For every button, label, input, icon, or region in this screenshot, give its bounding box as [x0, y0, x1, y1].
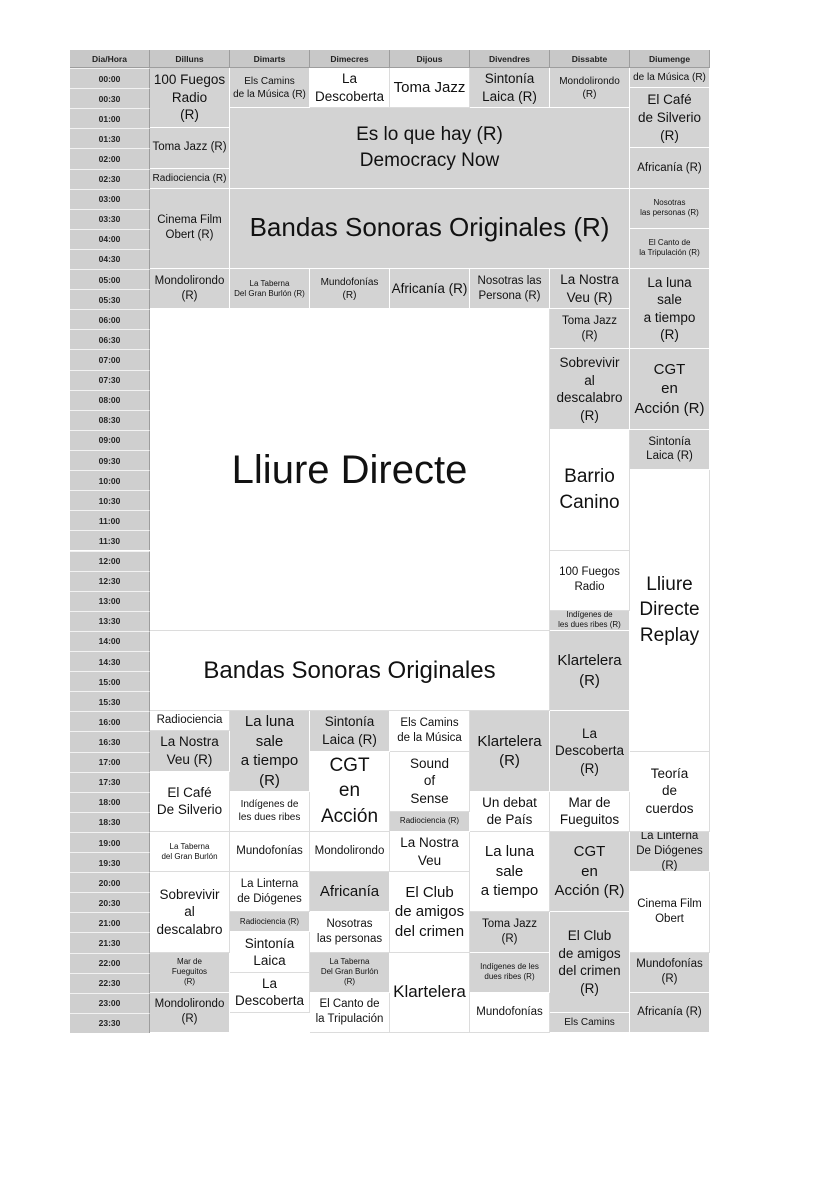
- program-block-cgt-en-accion-r: CGT en Acción (R): [630, 349, 710, 429]
- time-label: 20:00: [70, 872, 150, 892]
- time-label: 14:30: [70, 651, 150, 671]
- program-block-bandas-sonoras-originales-r: Bandas Sonoras Originales (R): [230, 189, 630, 269]
- time-label: 20:30: [70, 892, 150, 912]
- time-label: 04:00: [70, 229, 150, 249]
- program-block-la-luna-sale-a-tiempo-r: La luna sale a tiempo (R): [630, 269, 710, 349]
- time-label: 06:30: [70, 329, 150, 349]
- time-label: 05:00: [70, 269, 150, 289]
- program-block-nosotras-las-persona-r: Nosotras las Persona (R): [470, 269, 550, 309]
- program-block-la-nostra-veu-r: La Nostra Veu (R): [150, 731, 230, 771]
- time-label: 03:30: [70, 209, 150, 229]
- time-label: 18:00: [70, 792, 150, 812]
- program-block-mondolirondo-r: Mondolirondo (R): [550, 68, 630, 108]
- program-block-el-canto-de-la-tripulacion: El Canto de la Tripulación: [310, 993, 390, 1033]
- program-block-cgt-en-accion-r: CGT en Acción (R): [550, 832, 630, 912]
- program-block-klartelera: Klartelera: [390, 953, 470, 1033]
- program-block-un-debat-de-pais: Un debat de País: [470, 792, 550, 832]
- program-block-la-linterna-de-diogenes: La Linterna de Diógenes: [230, 872, 310, 912]
- program-block-el-cafe-de-silverio: El Café De Silverio: [150, 772, 230, 832]
- time-label: 10:30: [70, 490, 150, 510]
- program-block-toma-jazz: Toma Jazz: [390, 68, 470, 108]
- header-day-dimecres: Dimecres: [310, 50, 390, 68]
- time-label: 18:30: [70, 812, 150, 832]
- time-label: 00:30: [70, 88, 150, 108]
- time-label: 12:00: [70, 551, 150, 571]
- program-block-sobrevivir-al-descalabro-r: Sobrevivir al descalabro (R): [550, 349, 630, 429]
- program-block-radiociencia: Radiociencia: [150, 711, 230, 731]
- program-block-el-canto-de-la-tripulacion-r: El Canto de la Tripulación (R): [630, 229, 710, 269]
- time-label: 22:00: [70, 953, 150, 973]
- time-label: 21:00: [70, 912, 150, 932]
- time-label: 07:30: [70, 370, 150, 390]
- header-day-dimarts: Dimarts: [230, 50, 310, 68]
- time-label: 14:00: [70, 631, 150, 651]
- time-label: 02:30: [70, 169, 150, 189]
- program-block-radiociencia-r: Radiociencia (R): [230, 912, 310, 932]
- program-block-sobrevivir-al-descalabro: Sobrevivir al descalabro: [150, 872, 230, 952]
- program-block-lliure-directe: Lliure Directe: [150, 309, 550, 631]
- program-block-indigenes-de-les-dues-ribes: Indígenes de les dues ribes: [230, 792, 310, 832]
- program-block-bandas-sonoras-originales: Bandas Sonoras Originales: [150, 631, 550, 711]
- program-block-la-descoberta-r: La Descoberta (R): [550, 711, 630, 791]
- time-label: 16:00: [70, 711, 150, 731]
- program-block-cinema-film-obert: Cinema Film Obert: [630, 872, 710, 952]
- time-label: 22:30: [70, 973, 150, 993]
- program-block-mundofonias: Mundofonías: [470, 993, 550, 1033]
- time-label: 01:30: [70, 128, 150, 148]
- program-block-100-fuegos-radio-r: 100 Fuegos Radio (R): [150, 68, 230, 128]
- program-block-el-club-de-amigos-del-crimen-r: El Club de amigos del crimen (R): [550, 912, 630, 1013]
- program-block-toma-jazz-r: Toma Jazz (R): [150, 128, 230, 168]
- program-block-klartelera-r: Klartelera (R): [550, 631, 630, 711]
- program-block-la-descoberta: La Descoberta: [310, 68, 390, 108]
- program-block-la-descoberta: La Descoberta: [230, 973, 310, 1013]
- time-label: 15:00: [70, 671, 150, 691]
- time-label: 12:30: [70, 571, 150, 591]
- time-label: 17:30: [70, 772, 150, 792]
- header-day-dilluns: Dilluns: [150, 50, 230, 68]
- program-block-klartelera-r: Klartelera (R): [470, 711, 550, 791]
- program-block-mundofonias: Mundofonías: [230, 832, 310, 872]
- time-label: 13:30: [70, 611, 150, 631]
- program-block-mar-de-fueguitos-r: Mar de Fueguitos (R): [150, 953, 230, 993]
- program-block-cgt-en-accion: CGT en Acción: [310, 752, 390, 832]
- program-block-africania-r: Africanía (R): [390, 269, 470, 309]
- program-block-la-luna-sale-a-tiempo-r: La luna sale a tiempo (R): [230, 711, 310, 791]
- program-block-toma-jazz-r: Toma Jazz (R): [550, 309, 630, 349]
- program-block-indigenes-de-les-dues-ribes-r: Indígenes de les dues ribes (R): [470, 953, 550, 993]
- program-block-africania: Africanía: [310, 872, 390, 912]
- time-label: 09:30: [70, 450, 150, 470]
- time-label: 23:30: [70, 1013, 150, 1033]
- time-label: 08:30: [70, 410, 150, 430]
- header-day-diumenge: Diumenge: [630, 50, 710, 68]
- time-label: 15:30: [70, 691, 150, 711]
- time-label: 11:00: [70, 510, 150, 530]
- program-block-la-taberna-del-gran-burlon-r: La Taberna Del Gran Burlón (R): [310, 953, 390, 993]
- program-block-barrio-canino: Barrio Canino: [550, 430, 630, 551]
- header-day-divendres: Divendres: [470, 50, 550, 68]
- program-block-el-club-de-amigos-del-crimen: El Club de amigos del crimen: [390, 872, 470, 952]
- time-label: 01:00: [70, 108, 150, 128]
- program-block-mondolirondo: Mondolirondo: [310, 832, 390, 872]
- time-label: 06:00: [70, 309, 150, 329]
- time-label: 23:00: [70, 993, 150, 1013]
- program-block-mundofonias-r: Mundofonías (R): [630, 953, 710, 993]
- time-label: 04:30: [70, 249, 150, 269]
- program-block-els-camins-de-la-musica: Els Camins de la Música: [390, 711, 470, 751]
- time-label: 00:00: [70, 68, 150, 88]
- program-block-teoria-de-cuerdos: Teoría de cuerdos: [630, 752, 710, 832]
- program-block-el-cafe-de-silverio-r: El Café de Silverio (R): [630, 88, 710, 148]
- program-block-sound-of-sense: Sound of Sense: [390, 752, 470, 812]
- program-block-mundofonias-r: Mundofonías (R): [310, 269, 390, 309]
- program-block-els-camins: Els Camins: [550, 1013, 630, 1033]
- program-block-radiociencia-r: Radiociencia (R): [150, 169, 230, 189]
- program-block-de-la-musica-r: de la Música (R): [630, 68, 710, 88]
- time-label: 09:00: [70, 430, 150, 450]
- schedule-grid: [70, 50, 710, 1033]
- program-block-indigenes-de-les-dues-ribes-r: Indígenes de les dues ribes (R): [550, 611, 630, 631]
- program-block-cinema-film-obert-r: Cinema Film Obert (R): [150, 189, 230, 269]
- time-label: 17:00: [70, 752, 150, 772]
- header-day-dissabte: Dissabte: [550, 50, 630, 68]
- time-label: 10:00: [70, 470, 150, 490]
- program-block-la-taberna-del-gran-burlon-r: La Taberna Del Gran Burlón (R): [230, 269, 310, 309]
- program-block-sintonia-laica-r: Sintonía Laica (R): [470, 68, 550, 108]
- program-block-la-nostra-veu-r: La Nostra Veu (R): [550, 269, 630, 309]
- program-block-mondolirondo-r: Mondolirondo (R): [150, 993, 230, 1033]
- time-label: 08:00: [70, 390, 150, 410]
- time-label: 11:30: [70, 530, 150, 550]
- program-block-sintonia-laica: Sintonía Laica: [230, 932, 310, 972]
- program-block-africania-r: Africanía (R): [630, 148, 710, 188]
- time-label: 19:30: [70, 852, 150, 872]
- program-block-toma-jazz-r: Toma Jazz (R): [470, 912, 550, 952]
- time-label: 13:00: [70, 591, 150, 611]
- program-block-africania-r: Africanía (R): [630, 993, 710, 1033]
- header-day-dijous: Dijous: [390, 50, 470, 68]
- program-block-es-lo-que-hay-r-democracy-now: Es lo que hay (R) Democracy Now: [230, 108, 630, 188]
- program-block-lliure-directe-replay: Lliure Directe Replay: [630, 470, 710, 751]
- time-label: 07:00: [70, 349, 150, 369]
- time-label: 16:30: [70, 731, 150, 751]
- program-block-sintonia-laica-r: Sintonía Laica (R): [310, 711, 390, 751]
- time-label: 19:00: [70, 832, 150, 852]
- program-block-mar-de-fueguitos: Mar de Fueguitos: [550, 792, 630, 832]
- program-block-la-linterna-de-diogenes-r: La Linterna De Diógenes (R): [630, 832, 710, 872]
- program-block-els-camins-de-la-musica-r: Els Camins de la Música (R): [230, 68, 310, 108]
- program-block-100-fuegos-radio: 100 Fuegos Radio: [550, 551, 630, 611]
- time-label: 03:00: [70, 189, 150, 209]
- program-block-sintonia-laica-r: Sintonía Laica (R): [630, 430, 710, 470]
- time-label: 05:30: [70, 289, 150, 309]
- program-block-nosotras-las-personas: Nosotras las personas: [310, 912, 390, 952]
- time-label: 21:30: [70, 932, 150, 952]
- program-block-la-nostra-veu: La Nostra Veu: [390, 832, 470, 872]
- program-block-radiociencia-r: Radiociencia (R): [390, 812, 470, 832]
- time-label: 02:00: [70, 148, 150, 168]
- program-block-la-luna-sale-a-tiempo: La luna sale a tiempo: [470, 832, 550, 912]
- program-block-la-taberna-del-gran-burlon: La Taberna del Gran Burlón: [150, 832, 230, 872]
- program-block-nosotras-las-personas-r: Nosotras las personas (R): [630, 189, 710, 229]
- header-day-hour: Dia/Hora: [70, 50, 150, 68]
- program-block-mondolirondo-r: Mondolirondo (R): [150, 269, 230, 309]
